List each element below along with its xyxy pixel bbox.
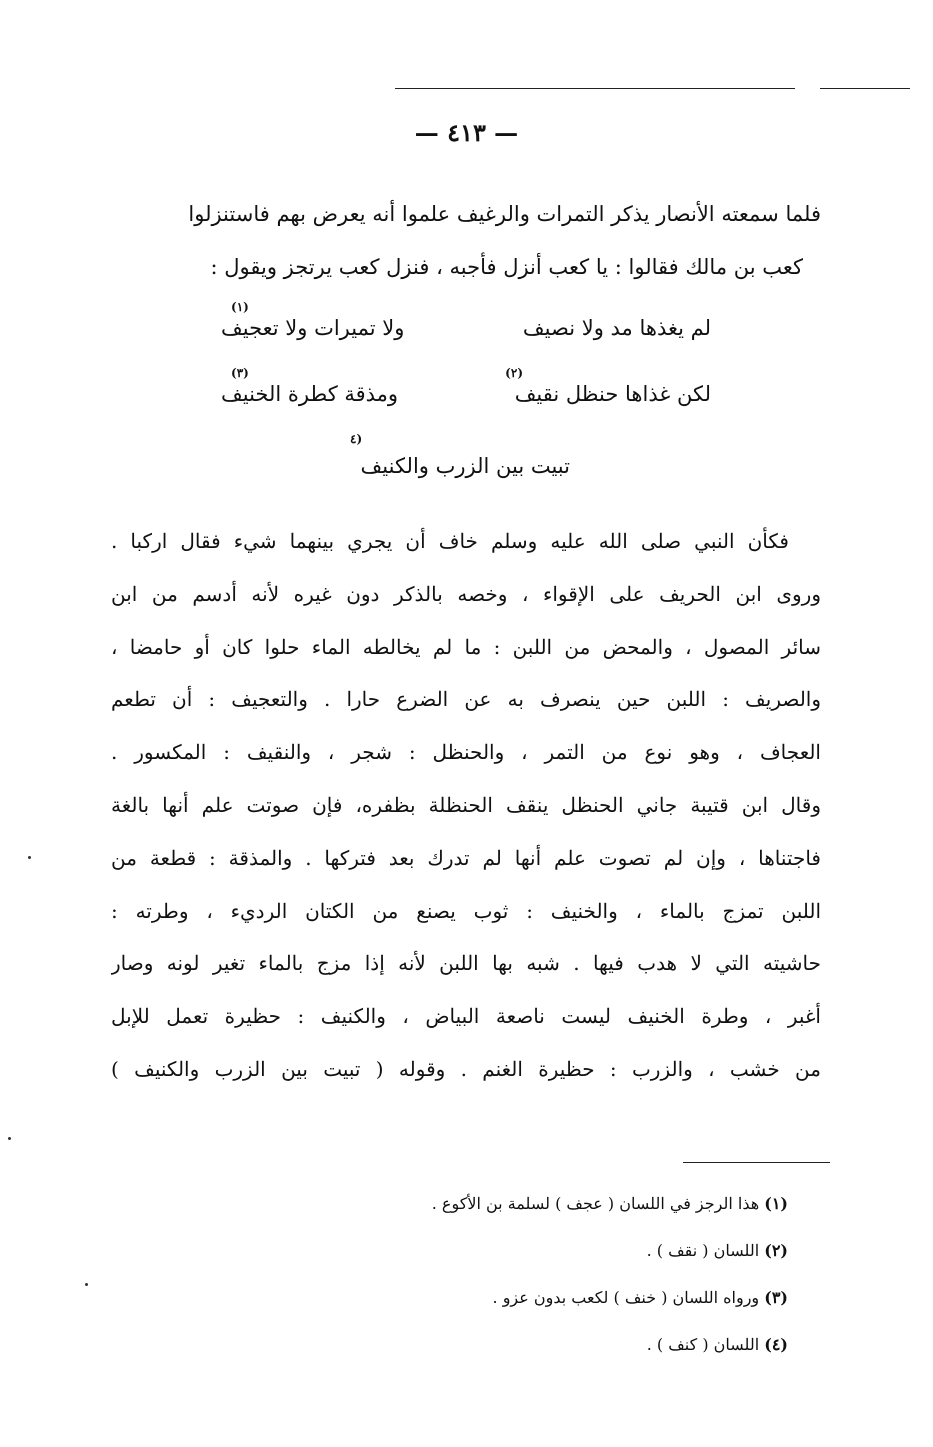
footnote-text: اللسان ( نقف ) . — [646, 1241, 760, 1260]
header-rule — [395, 88, 795, 89]
commentary-line: والصريف : اللبن حين ينصرف به عن الضرع حارا . والتعجيف : أن تطعم — [111, 687, 821, 712]
footnote-marker-4: (٤ — [350, 432, 363, 446]
footnote-1 — [338, 1180, 788, 1227]
commentary-line: وروى ابن الحريف على الإقواء ، وخصه بالذكر دون غيره لأنه أدسم من ابن — [111, 581, 821, 606]
footnote-text: اللسان ( كنف ) . — [646, 1335, 760, 1354]
verse-1-second-hemistich: ولا تميرات ولا تعجيف — [221, 316, 405, 340]
footnote-number: (١) — [764, 1194, 788, 1213]
commentary-line: حاشيته التي لا هدب فيها . شبه بها اللبن لأنه إذا مزج بالماء تغير لونه وصار — [111, 951, 821, 976]
scan-speck — [85, 1283, 88, 1286]
commentary-line: أغبر ، وطرة الخنيف ليست ناصعة البياض ، والكنيف : حظيرة تعمل للإبل — [111, 1004, 821, 1029]
footnotes — [338, 1180, 788, 1368]
commentary-line: العجاف ، وهو نوع من التمر ، والحنظل : شجر ، والنقيف : المكسور . — [111, 740, 821, 765]
commentary-line: سائر المصول ، والمحض من اللبن : ما لم يخالطه الماء حلوا كان أو حامضا ، — [111, 634, 821, 659]
footnote-marker-3: (٣) — [231, 366, 249, 380]
commentary-line: اللبن تمزج بالماء ، والخنيف : ثوب يصنع من الكتان الرديء ، وطرته : — [111, 898, 821, 923]
commentary-line: من خشب ، والزرب : حظيرة الغنم . وقوله ( تبيت بين الزرب والكنيف ) — [111, 1056, 821, 1081]
intro-line-1: فلما سمعته الأنصار يذكر التمرات والرغيف علموا أنه يعرض بهم فاستنزلوا — [188, 202, 821, 226]
intro-paragraph — [121, 188, 821, 294]
footnote-text: ورواه اللسان ( خنف ) لكعب بدون عزو . — [492, 1288, 760, 1307]
verse-line-2 — [221, 366, 711, 416]
footnote-3 — [338, 1274, 788, 1321]
header-rule-short — [820, 88, 910, 89]
verse-1-first-hemistich: لم يغذها مد ولا نصيف — [522, 316, 711, 340]
intro-line-2: كعب بن مالك فقالوا : يا كعب أنزل فأجبه ، فنزل كعب يرتجز ويقول : — [210, 255, 803, 279]
footnote-marker-1: (١) — [231, 300, 249, 314]
verse-3-hemistich: تبيت بين الزرب والكنيف — [360, 454, 570, 478]
verse-2-first-hemistich: لكن غذاها حنظل نقيف — [514, 382, 711, 406]
footnote-rule — [683, 1162, 830, 1163]
scan-speck — [8, 1137, 11, 1140]
footnote-4 — [338, 1321, 788, 1368]
footnote-marker-2: (٢) — [505, 366, 523, 380]
verse-line-1 — [221, 300, 711, 350]
commentary-line: فكأن النبي صلى الله عليه وسلم خاف أن يجري بينهما شيء فقال اركبا . — [111, 529, 789, 553]
footnote-text: هذا الرجز في اللسان ( عجف ) لسلمة بن الأكوع . — [431, 1194, 760, 1213]
verse-line-3 — [330, 432, 590, 492]
footnote-number: (٣) — [764, 1288, 788, 1307]
commentary-line: وقال ابن قتيبة جاني الحنظل ينقف الحنظلة بظفره، فإن صوتت علم أنها بالغة — [111, 792, 821, 817]
footnote-number: (٢) — [764, 1241, 788, 1260]
commentary-paragraph — [111, 515, 821, 1096]
commentary-line: فاجتناها ، وإن لم تصوت علم أنها لم تدرك بعد فتركها . والمذقة : قطعة من — [111, 845, 821, 870]
scan-speck — [28, 856, 31, 859]
page-number: — ٤١٣ — — [414, 118, 519, 147]
verse-2-second-hemistich: ومذقة كطرة الخنيف — [221, 382, 399, 406]
footnote-number: (٤) — [764, 1335, 788, 1354]
footnote-2 — [338, 1227, 788, 1274]
